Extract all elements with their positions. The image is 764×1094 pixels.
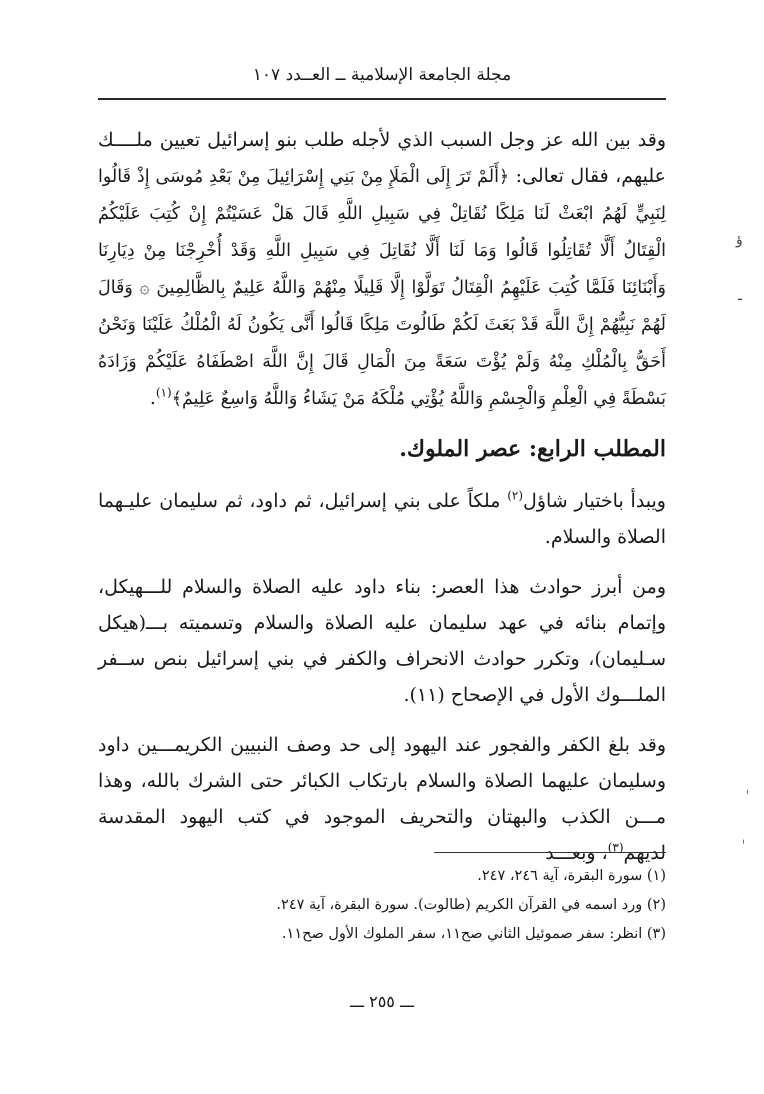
footnote-ref-1[interactable]: (١) — [155, 385, 172, 400]
running-header: مجلة الجامعة الإسلامية ــ العــدد ١٠٧ — [252, 65, 512, 85]
paragraph-text: ، وبعـــد — [545, 842, 608, 864]
margin-mark: ؤ — [736, 232, 743, 248]
page-number: ـــ ٢٥٥ ـــ — [349, 992, 415, 1011]
paragraph-gap — [98, 555, 666, 569]
body-text — [98, 122, 666, 871]
paragraph-end: . — [149, 387, 156, 409]
footnotes — [98, 862, 666, 949]
footnote-ref-2[interactable]: (٢) — [507, 488, 524, 503]
margin-mark: ـ — [738, 288, 743, 304]
footnote-ref-3[interactable]: (٣) — [607, 840, 624, 855]
paragraph-text: وقد بلغ الكفر والفجور عند اليهود إلى حد وصف النبيين الكريمـــين داود وسليمان عليهما الصلاة والسلام بارتكاب الكبائر حتى الشرك بالله، وهذا مـــن الكذب والبهتان والتحريف الموجود في كتب اليهود المقدسة لديهم — [98, 734, 666, 864]
paragraph-gap — [98, 713, 666, 727]
footnote-separator — [434, 852, 666, 853]
footnote-3: (٣) انظر: سفر صموئيل الثاني صح١١، سفر الملوك الأول صح١١. — [281, 926, 666, 942]
header-rule — [98, 98, 666, 100]
paragraph-corruption — [98, 727, 666, 871]
paragraph-kings — [98, 483, 666, 555]
paragraph-intro: وقد بين الله عز وجل السبب الذي لأجله طلب بنو إسرائيل تعيين ملــــك عليهم، فقال تعالى: — [98, 129, 667, 187]
paragraph-quran-citation — [98, 122, 666, 417]
quran-verse: ﴿أَلَمْ تَرَ إِلَى الْمَلَإِ مِنْ بَنِي إِسْرَائِيلَ مِنْ بَعْدِ مُوسَى إِذْ قَالُوا لِنَبِيٍّ لَهُمُ ابْعَثْ لَنَا مَلِكًا نُقَاتِلْ فِي سَبِيلِ اللَّهِ قَالَ هَلْ عَسَيْتُمْ إِنْ كُتِبَ عَلَيْكُمُ الْقِتَالُ أَلَّا تُقَاتِلُوا قَالُوا وَمَا لَنَا أَلَّا نُقَاتِلَ فِي سَبِيلِ اللَّهِ وَقَدْ أُخْرِجْنَا مِنْ دِيَارِنَا وَأَبْنَائِنَا فَلَمَّا كُتِبَ عَلَيْهِمُ الْقِتَالُ تَوَلَّوْا إِلَّا قَلِيلًا مِنْهُمْ وَاللَّهُ عَلِيمٌ بِالظَّالِمِينَ ۞ وَقَالَ لَهُمْ نَبِيُّهُمْ إِنَّ اللَّهَ قَدْ بَعَثَ لَكُمْ طَالُوتَ مَلِكًا قَالُوا أَنَّى يَكُونُ لَهُ الْمُلْكُ عَلَيْنَا وَنَحْنُ أَحَقُّ بِالْمُلْكِ مِنْهُ وَلَمْ يُؤْتَ سَعَةً مِنَ الْمَالِ قَالَ إِنَّ اللَّهَ اصْطَفَاهُ عَلَيْكُمْ وَزَادَهُ بَسْطَةً فِي الْعِلْمِ وَالْجِسْمِ وَاللَّهُ يُؤْتِي مُلْكَهُ مَنْ يَشَاءُ وَاللَّهُ وَاسِعٌ عَلِيمٌ﴾ — [98, 167, 666, 409]
footnote-1: (١) سورة البقرة، آية ٢٤٦، ٢٤٧. — [477, 868, 666, 884]
footnote-2: (٢) ورد اسمه في القرآن الكريم (طالوت). سورة البقرة، آية ٢٤٧. — [276, 897, 666, 913]
section-heading: المطلب الرابع: عصر الملوك. — [399, 436, 666, 462]
paragraph-events: ومن أبرز حوادث هذا العصر: بناء داود عليه الصلاة والسلام للـــهيكل، وإتمام بنائه في عهد سليمان عليه الصلاة والسلام وتسميته بـــ(هيكل سـليمان)، وتكرر حوادث الانحراف والكفر في بني إسرائيل بنص ســفر الملـــوك الأول في الإصحاح (١١). — [98, 576, 666, 706]
paragraph-text: ويبدأ باختيار شاؤل — [523, 490, 666, 512]
paragraph-text: ملكاً على بني إسرائيل، ثم داود، ثم سليمان عليـهما الصلاة والسلام. — [98, 490, 666, 548]
